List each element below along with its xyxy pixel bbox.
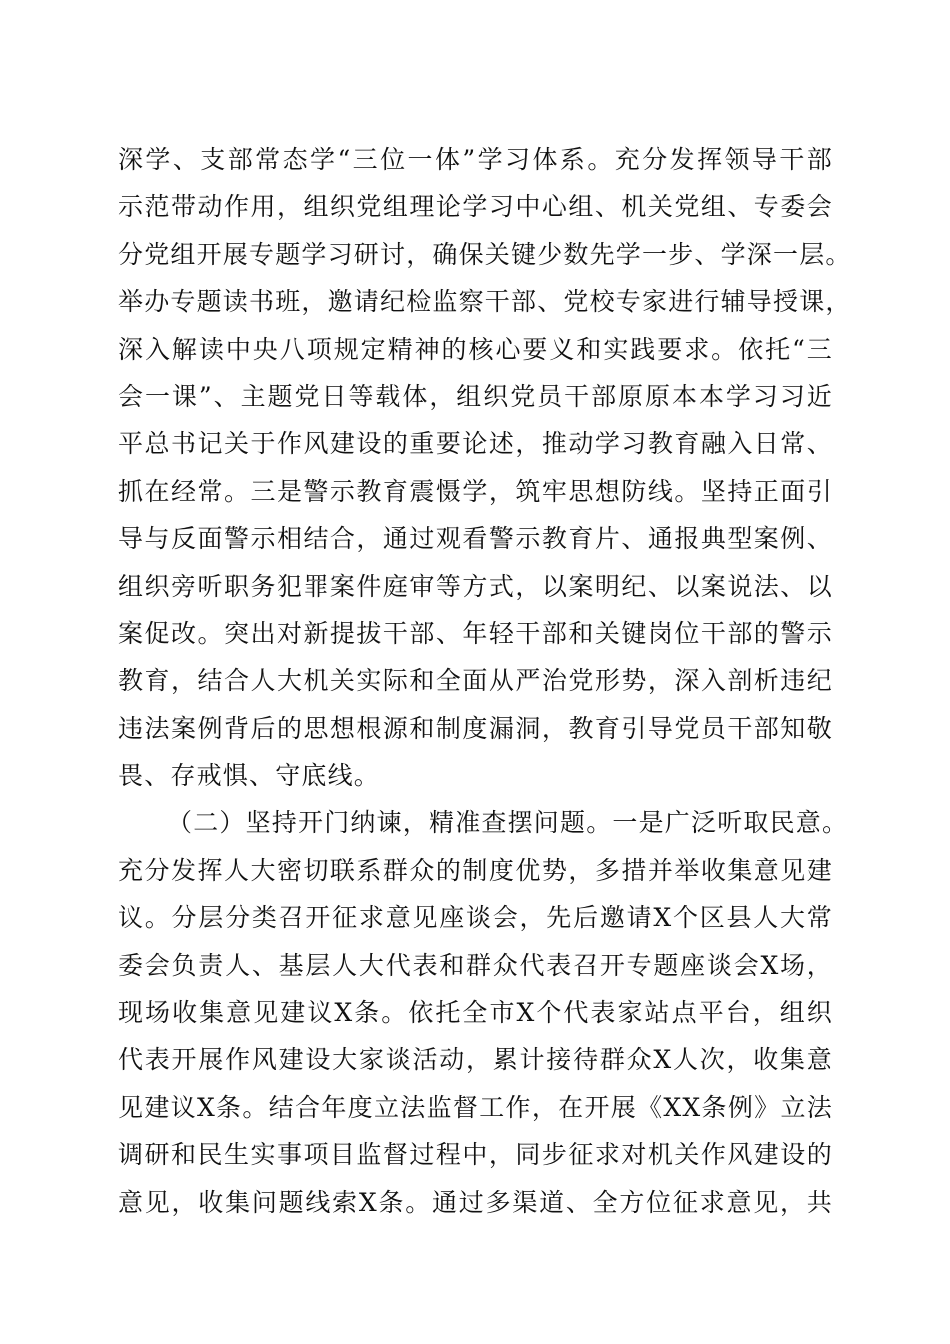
text-line-5: 深入解读中央八项规定精神的核心要义和实践要求。依托“三 bbox=[118, 334, 833, 364]
text-line-9: 导与反面警示相结合，通过观看警示教育片、通报典型案例、 bbox=[118, 524, 833, 554]
text-line-14: 畏、存戒惧、守底线。 bbox=[118, 761, 381, 791]
text-line-23: 意见，收集问题线索X条。通过多渠道、全方位征求意见，共 bbox=[118, 1187, 833, 1217]
body-text bbox=[118, 136, 852, 1226]
text-line-6: 会一课”、主题党日等载体，组织党员干部原原本本学习习近 bbox=[118, 381, 833, 411]
text-line-12: 教育，结合人大机关实际和全面从严治党形势，深入剖析违纪 bbox=[118, 666, 833, 696]
text-line-21: 见建议X条。结合年度立法监督工作，在开展《XX条例》立法 bbox=[118, 1092, 833, 1122]
text-line-22: 调研和民生实事项目监督过程中，同步征求对机关作风建设的 bbox=[118, 1140, 833, 1170]
text-line-18: 委会负责人、基层人大代表和群众代表召开专题座谈会X场， bbox=[118, 950, 833, 980]
text-line-17: 议。分层分类召开征求意见座谈会，先后邀请X个区县人大常 bbox=[118, 903, 833, 933]
text-line-19: 现场收集意见建议X条。依托全市X个代表家站点平台，组织 bbox=[118, 998, 833, 1028]
text-line-20: 代表开展作风建设大家谈活动，累计接待群众X人次，收集意 bbox=[118, 1045, 833, 1075]
text-line-13: 违法案例背后的思想根源和制度漏洞，教育引导党员干部知敬 bbox=[118, 713, 833, 743]
text-line-4: 举办专题读书班，邀请纪检监察干部、党校专家进行辅导授课， bbox=[118, 287, 852, 317]
text-line-10: 组织旁听职务犯罪案件庭审等方式，以案明纪、以案说法、以 bbox=[118, 571, 833, 601]
text-line-1: 深学、支部常态学“三位一体”学习体系。充分发挥领导干部 bbox=[118, 145, 833, 174]
text-line-8: 抓在经常。三是警示教育震慑学，筑牢思想防线。坚持正面引 bbox=[118, 476, 833, 506]
section-heading-line: （二）坚持开门纳谏，精准查摆问题。一是广泛听取民意。 bbox=[167, 808, 849, 838]
text-line-7: 平总书记关于作风建设的重要论述，推动学习教育融入日常、 bbox=[118, 429, 833, 459]
text-line-11: 案促改。突出对新提拔干部、年轻干部和关键岗位干部的警示 bbox=[118, 618, 833, 648]
text-line-2: 示范带动作用，组织党组理论学习中心组、机关党组、专委会 bbox=[118, 192, 833, 222]
text-line-16: 充分发挥人大密切联系群众的制度优势，多措并举收集意见建 bbox=[118, 855, 833, 885]
text-line-3: 分党组开展专题学习研讨，确保关键少数先学一步、学深一层。 bbox=[118, 239, 852, 269]
